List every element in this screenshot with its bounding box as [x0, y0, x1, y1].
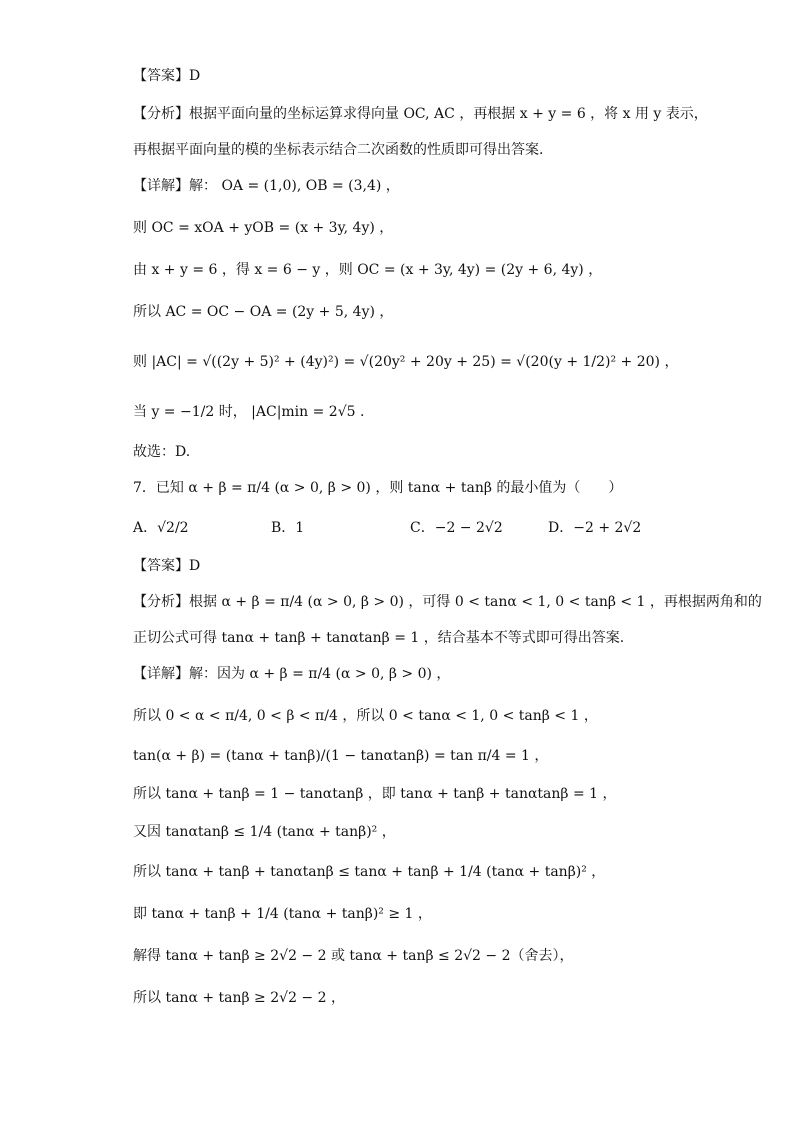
analysis-line-1 [133, 104, 708, 124]
answer-line-1 [133, 66, 200, 86]
detail-line-8 [133, 664, 450, 684]
detail-tag: 【详解】 [133, 178, 189, 194]
detail-line-3: 由 x + y = 6 ，得 x = 6 − y ，则 OC = (x + 3y, 4y) = (2y + 6, 4y) ， [133, 262, 603, 278]
detail-line-12: 又因 tanαtanβ ≤ 1/4 (tanα + tanβ)² ， [133, 824, 396, 840]
choice-b [271, 518, 304, 538]
detail-line-2: 则 OC = xOA + yOB = (x + 3y, 4y) ， [133, 220, 394, 236]
answer-line-2 [133, 556, 200, 576]
choice-a-text: √2/2 [157, 520, 189, 536]
answer-tag: 【答案】 [133, 68, 189, 84]
detail-text: 解： OA = (1,0), OB = (3,4) ， [189, 178, 400, 194]
detail-line-1 [133, 176, 400, 196]
choice-d-text: −2 + 2√2 [573, 520, 642, 536]
detail-line-4: 所以 AC = OC − OA = (2y + 5, 4y) ， [133, 304, 394, 320]
answer-tag-2: 【答案】 [133, 558, 189, 574]
choice-b-text: 1 [295, 520, 305, 536]
detail-tag-2: 【详解】 [133, 666, 189, 682]
analysis-line-4: 正切公式可得 tanα + tanβ + tanαtanβ = 1 ，结合基本不等式即可得出答案. [133, 630, 625, 646]
analysis-text-2: 根据 α + β = π/4 (α > 0, β > 0) ，可得 0 < tanα < 1, 0 < tanβ < 1 ，再根据两角和的 [189, 594, 762, 610]
analysis-line-2: 再根据平面向量的模的坐标表示结合二次函数的性质即可得出答案. [133, 142, 544, 158]
detail-line-10: tan(α + β) = (tanα + tanβ)/(1 − tanαtanβ) = tan π/4 = 1 ， [133, 748, 549, 764]
answer-value-2: D [189, 558, 201, 574]
analysis-line-3 [133, 592, 762, 612]
choice-c [410, 518, 503, 538]
detail-line-16: 所以 tanα + tanβ ≥ 2√2 − 2 ， [133, 990, 345, 1006]
detail-line-14: 即 tanα + tanβ + 1/4 (tanα + tanβ)² ≥ 1 ， [133, 906, 432, 922]
analysis-tag: 【分析】 [133, 106, 189, 122]
detail-line-11: 所以 tanα + tanβ = 1 − tanαtanβ ，即 tanα + tanβ + tanαtanβ = 1 ， [133, 786, 617, 802]
detail-text-2: 解：因为 α + β = π/4 (α > 0, β > 0) ， [189, 666, 451, 682]
choice-a [133, 518, 189, 538]
analysis-text: 根据平面向量的坐标运算求得向量 OC, AC ，再根据 x + y = 6 ，将 x 用 y 表示， [189, 106, 708, 122]
choice-d [548, 518, 641, 538]
detail-line-5: 则 |AC| = √((2y + 5)² + (4y)²) = √(20y² + 20y + 25) = √(20(y + 1/2)² + 20) ， [133, 354, 679, 370]
detail-line-6: 当 y = −1/2 时， |AC|min = 2√5 . [133, 404, 365, 420]
answer-value: D [189, 68, 201, 84]
detail-line-13: 所以 tanα + tanβ + tanαtanβ ≤ tanα + tanβ + 1/4 (tanα + tanβ)² ， [133, 864, 606, 880]
choice-a-label: A． [133, 520, 158, 536]
question-7-stem: 7．已知 α + β = π/4 (α > 0, β > 0) ，则 tanα + tanβ 的最小值为（ ） [133, 480, 623, 496]
choice-d-label: D． [548, 520, 574, 536]
detail-line-7: 故选：D. [133, 444, 191, 460]
analysis-tag-2: 【分析】 [133, 594, 189, 610]
detail-line-9: 所以 0 < α < π/4, 0 < β < π/4 ，所以 0 < tanα < 1, 0 < tanβ < 1 ， [133, 708, 598, 724]
choice-c-label: C． [410, 520, 435, 536]
detail-line-15: 解得 tanα + tanβ ≥ 2√2 − 2 或 tanα + tanβ ≤ 2√2 − 2（舍去）， [133, 948, 574, 964]
choice-b-label: B． [271, 520, 296, 536]
choice-c-text: −2 − 2√2 [434, 520, 503, 536]
